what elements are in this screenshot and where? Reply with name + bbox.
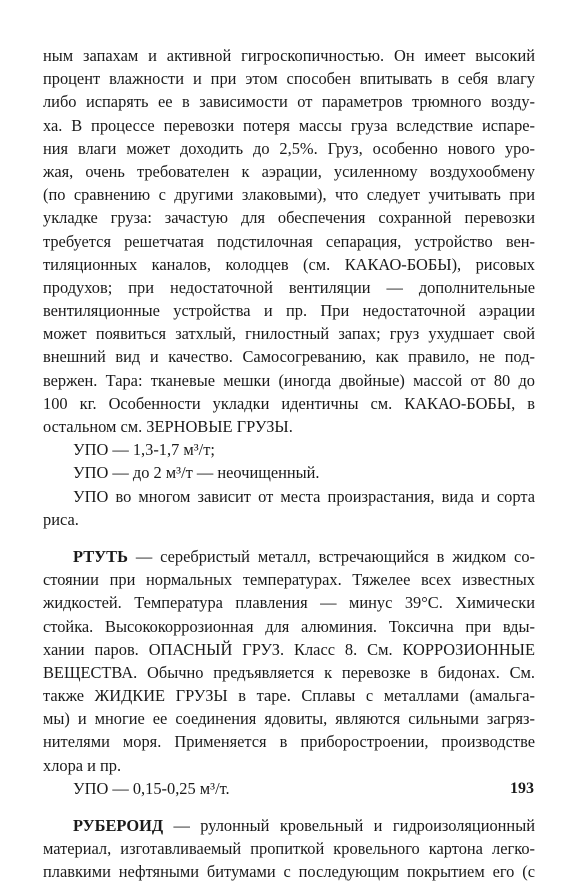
text-line	[43, 707, 535, 730]
line-text: процент влажности и при этом способен впитывать в себя влагу	[43, 69, 535, 89]
text-line	[43, 777, 535, 800]
line-text: 100 кг. Особенности укладки идентичны см. КАКАО-БОБЫ, в	[43, 393, 535, 413]
line-text: УПО во многом зависит от места произрастания, вида и сорта	[73, 486, 535, 506]
line-text: требуется решетчатая подстилочная сепарация, устройство вен-	[43, 231, 535, 251]
line-text: продухов; при недостаточной вентиляции — дополнительные	[43, 277, 535, 297]
text-line	[43, 438, 535, 461]
line-text: УПО — 1,3-1,7 м³/т;	[73, 440, 215, 460]
line-text: нителями моря. Применяется в приборостроении, производстве	[43, 732, 535, 752]
text-line	[43, 230, 535, 253]
line-text: материал, изготавливаемый пропиткой кровельного картона легко-	[43, 839, 535, 859]
text-line	[43, 299, 535, 322]
entry-heading-line	[43, 545, 535, 568]
line-text: (по сравнению с другими злаковыми), что следует учитывать при	[43, 185, 535, 205]
text-line	[43, 90, 535, 113]
text-line	[43, 508, 535, 531]
line-text: также ЖИДКИЕ ГРУЗЫ в таре. Сплавы с металлами (амальга-	[43, 686, 535, 706]
text-line	[43, 183, 535, 206]
text-line	[43, 860, 535, 883]
line-text: плавкими нефтяными битумами с последующим покрытием его (с	[43, 862, 535, 882]
text-line	[43, 591, 535, 614]
text-line	[43, 461, 535, 484]
text-line	[43, 754, 535, 777]
line-text: укладке груза: зачастую для обеспечения сохранной перевозки	[43, 208, 535, 228]
text-line	[43, 44, 535, 67]
text-line	[43, 568, 535, 591]
text-line	[43, 322, 535, 345]
line-text: остальном см. ЗЕРНОВЫЕ ГРУЗЫ.	[43, 417, 293, 436]
line-text: тиляционных каналов, колодцев (см. КАКАО-БОБЫ), рисовых	[43, 254, 535, 274]
line-text: риса.	[43, 509, 79, 529]
entry-heading-line	[43, 814, 535, 837]
line-text: — серебристый металл, встречающийся в жидком со-	[127, 546, 535, 566]
line-text: ВЕЩЕСТВА. Обычно предъявляется к перевозке в бидонах. См.	[43, 662, 535, 682]
text-line	[43, 253, 535, 276]
page-text	[43, 44, 535, 884]
line-text: ха. В процессе перевозки потеря массы груза вследствие испаре-	[43, 115, 535, 135]
text-line	[43, 392, 535, 415]
line-text: стойка. Высококоррозионная для алюминия. Токсична при вды-	[43, 616, 535, 636]
line-text: может появиться затхлый, гнилостный запах; груз ухудшает свой	[43, 324, 535, 344]
text-line	[43, 485, 535, 508]
line-text: либо испарять ее в зависимости от параметров трюмного возду-	[43, 92, 535, 112]
line-text: ния влаги может доходить до 2,5%. Груз, особенно нового уро-	[43, 138, 535, 158]
text-line	[43, 276, 535, 299]
text-line	[43, 137, 535, 160]
line-text: ным запахам и активной гигроскопичностью. Он имеет высокий	[43, 46, 535, 65]
text-line	[43, 615, 535, 638]
line-text: мы) и многие ее соединения ядовиты, являются сильными загряз-	[43, 709, 535, 729]
line-text: хании паров. ОПАСНЫЙ ГРУЗ. Класс 8. См. КОРРОЗИОННЫЕ	[43, 639, 535, 659]
entry-term: РТУТЬ	[73, 546, 128, 566]
line-text: вентиляционные устройства и пр. При недостаточной аэрации	[43, 301, 535, 321]
line-text: жидкостей. Температура плавления — минус 39°С. Химически	[43, 593, 535, 613]
entry-term: РУБЕРОИД	[73, 816, 164, 835]
line-text: УПО — до 2 м³/т — неочищенный.	[73, 463, 320, 483]
line-text: — рулонный кровельный и гидроизоляционный	[163, 816, 535, 835]
text-line	[43, 684, 535, 707]
text-line	[43, 67, 535, 90]
text-line	[43, 114, 535, 137]
line-text: стоянии при нормальных температурах. Тяжелее всех известных	[43, 570, 535, 590]
line-text: внешний вид и качество. Самосогреванию, как правило, не под-	[43, 347, 535, 367]
line-text: УПО — 0,15-0,25 м³/т.	[73, 778, 230, 798]
text-line	[43, 160, 535, 183]
text-line	[43, 730, 535, 753]
text-line	[43, 661, 535, 684]
text-line	[43, 345, 535, 368]
line-text: хлора и пр.	[43, 755, 122, 775]
page-number: 193	[510, 780, 534, 797]
text-line	[43, 638, 535, 661]
text-line	[43, 415, 535, 438]
line-text: вержен. Тара: тканевые мешки (иногда двойные) массой от 80 до	[43, 370, 535, 390]
text-line	[43, 369, 535, 392]
text-line	[43, 837, 535, 860]
line-text: жая, очень требователен к аэрации, усиленному воздухообмену	[43, 161, 535, 181]
text-line	[43, 206, 535, 229]
